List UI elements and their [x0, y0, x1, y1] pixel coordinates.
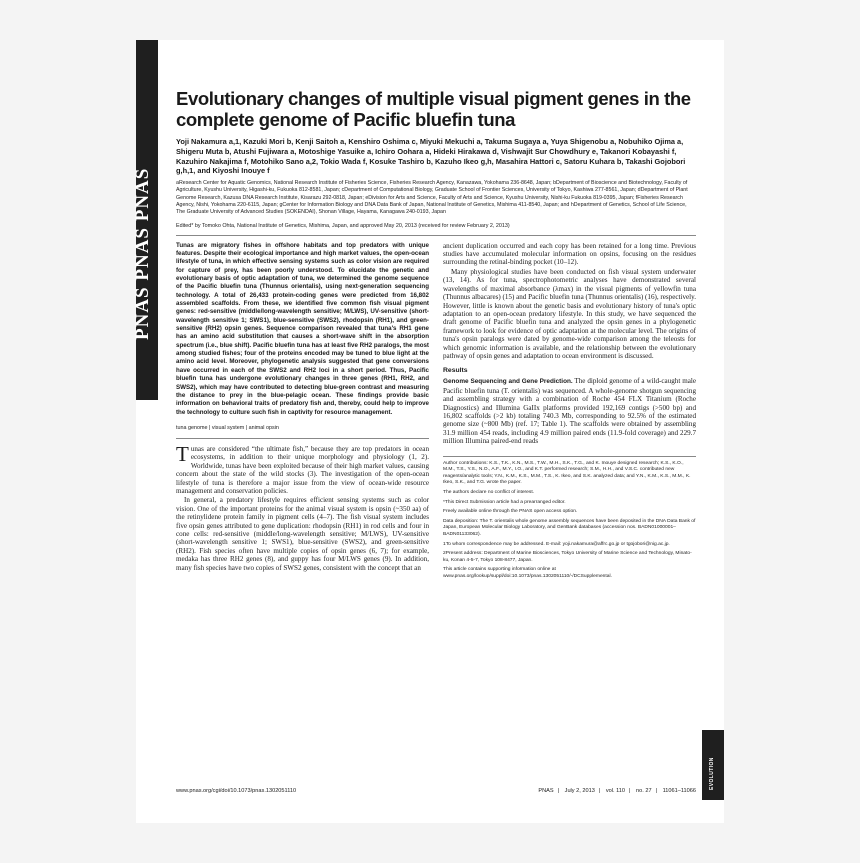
note-correspondence: 1To whom correspondence may be addressed. E-mail: yoji.nakamura@affrc.go.jp or tgojobori@nig.ac.jp. — [443, 541, 670, 547]
article-content — [176, 88, 696, 584]
results-paragraph-1-text: The diploid genome of a wild-caught male Pacific bluefin tuna (T. orientalis) was sequenced. A whole-genome shotgun sequencing and assembling strategy with a combination of Roche 454 FLX Titanium (Roche Diagnostics) and Illumina GaIIx platforms provided 192,169 contigs (>500 bp) and 16,802 scaffolds (>2 kb) totaling 740.3 Mb, corresponding to 92.5% of the estimated genome size (~800 Mb) (ref. 17; Table 1). The scaffolds were obtained by assembling 31.9 million 454 reads, including 4.9 million paired ends (11.9-fold coverage) and 229.7 million Illumina paired-end reads — [443, 377, 696, 446]
section-tab-label: EVOLUTION — [709, 757, 715, 790]
footer-pages: 11061–11066 — [662, 788, 696, 794]
right-paragraph-2: Many physiological studies have been conducted on fish visual system underwater (13, 14). As for tuna, spectrophotometric analyses have demonstrated several wavelengths of maximal absorbance (λmax) in the visual pigments of yellowfin tuna (Thunnus albacares) (15) and Pacific bluefin tuna (Thunnus orientalis) (16), respectively. However, little is known about the genetic basis and evolutionary history of tuna's optic adaptation to an open-ocean predatory lifestyle. In this study, we have sequenced the draft genome of Pacific bluefin tuna and analyzed the opsin genes in a phylogenetic framework to look for evidence of optic adaptation at the molecular level. The origins of tuna's opsin paralogs were dated by genome-wide comparison among the teleosts for which genomic information is available, and the relationship between the evolutionary pathway of opsin genes and adaptation to ocean environment is discussed. — [443, 267, 696, 360]
right-paragraph-1: ancient duplication occurred and each copy has been retained for a long time. Previous studies have accumulated molecular information on opsins, focusing on the residues surrounding the retinal-binding pocket (10–12). — [443, 241, 696, 267]
note-data-deposition: Data deposition: The T. orientalis whole genome assembly sequences have been deposited in the DNA Data Bank of Japan, European Molecular Biology Laboratory, and GenBank databases (accession nos. BADN01000001–BADN01133062). — [443, 518, 696, 537]
section-tab — [702, 730, 724, 800]
note-conflict: The authors declare no conflict of interest. — [443, 489, 535, 495]
footnotes — [443, 456, 696, 581]
left-column — [176, 242, 429, 584]
footer-volume: vol. 110 — [605, 788, 626, 794]
intro-paragraph-2: In general, a predatory lifestyle requires efficient sensing systems such as color vision. One of the important proteins for the animal visual system is opsin (~350 aa) of the retinylidene protein family in pigment cells (4–7). The fish visual system includes five opsin genes attributed to gene duplication: rhodopsin (RH1) in rod cells and four in cone cells: red-sensitive (middle/long-wavelength sensitive; M/LWS), UV-sensitive (short-wavelength sensitive 1; SWS1), blue-sensitive (SWS2), and green-sensitive (RH2). Fish species often have multiple copies of opsin genes (6, 7); for example, medaka has three RH2 genes (8), and guppy has four M/LWS genes (9). In addition, many fish species have two copies of SWS2 genes, consistent with the concept that an — [176, 496, 429, 572]
author-list: Yoji Nakamura a,1, Kazuki Mori b, Kenji Saitoh a, Kenshiro Oshima c, Miyuki Mekuchi a, Takuma Sugaya a, Yuya Shigenobu a, Nobuhiko Ojima a, Shigeru Muta b, Atushi Fujiwara a, Motoshige Yasuike a, Ichiro Oohara a, Hideki Hirakawa d, Vishwajit Sur Chowdhury e, Takanori Kobayashi f, Kazuhiro Nakajima f, Motohiko Sano a,2, Tokio Wada f, Kosuke Tashiro b, Kazuho Ikeo g,h, Masahira Hattori c, Satoru Kuhara b, Takashi Gojobori g,h,1, and Kiyoshi Inouye f — [176, 137, 686, 176]
runin-heading: Genome Sequencing and Gene Prediction. — [443, 378, 573, 386]
footer-citation: PNAS | July 2, 2013 | vol. 110 | no. 27 | 11061–11066 — [538, 788, 696, 794]
note-contributions: Author contributions: K.S., T.K., K.N., M.S., T.W., M.H., S.K., T.G., and K. Inouye designed research; K.S., K.O., M.M., T.S., Y.S., N.O., A.F., M.Y., I.O., and K.T. performed research; S.M., H.H., and V.S.C. contributed new reagents/analytic tools; Y.N., K.M., K.S., M.M., T.S., K. Ikeo, and S.K. analyzed data; and Y.N., K.M., K.S., M.M., K. Ikeo, S.K., and T.G. wrote the paper. — [443, 460, 691, 486]
note-direct-submission: *This Direct Submission article had a prearranged editor. — [443, 499, 566, 505]
journal-side-bar — [132, 40, 158, 400]
note-supporting-info: This article contains supporting information online at www.pnas.org/lookup/suppl/doi:10.1073/pnas.1302051110/-/DCSupplemental. — [443, 567, 612, 579]
page-footer — [176, 788, 696, 794]
right-column — [443, 242, 696, 584]
two-column-body — [176, 242, 696, 584]
drop-cap: T — [176, 441, 189, 466]
intro-paragraph-1 — [176, 441, 429, 495]
paper-page — [132, 40, 724, 823]
footer-date: July 2, 2013 — [564, 788, 595, 794]
footer-doi: www.pnas.org/cgi/doi/10.1073/pnas.1302051110 — [176, 788, 297, 794]
affiliations: aResearch Center for Aquatic Genomics, National Research Institute of Fisheries Science, Fisheries Research Agency, Kanazawa, Yokohama 236-8648, Japan; bDepartment of Bioscience and Biotechnology, Faculty of Agriculture, Kyushu University, Higashi-ku, Fukuoka 812-8581, Japan; cDepartment of Computational Biology, Graduate School of Frontier Sciences, University of Tokyo, Kashiwa 277-8561, Japan; dDepartment of Plant Genome Research, Kazusa DNA Research Institute, Kisarazu 292-0818, Japan; eDivision for Arts and Science, Faculty of Arts and Science, Kyushu University, Nishi-ku Fukuoka 819-0395, Japan; fFisheries Research Agency, Nishi, Yokohama 220-6115, Japan; gCenter for Information Biology and DNA Data Bank of Japan, National Institute of Genetics, Mishima 411-8540, Japan; and hDepartment of Genetics, School of Life Science, The Graduate University of Advanced Studies (SOKENDAI), Shonan Village, Hayama, Kanagawa 240-0193, Japan — [176, 180, 688, 216]
abstract: Tunas are migratory fishes in offshore habitats and top predators with unique features. Despite their ecological importance and high market values, the open-ocean lifestyle of tuna, in which effective sensing systems such as color vision are required for capture of prey, has been poorly understood. To elucidate the genetic and evolutionary basis of optic adaptation of tuna, we determined the genome sequence of the Pacific bluefin tuna (Thunnus orientalis), using next-generation sequencing technology. A total of 26,433 protein-coding genes were predicted from 16,802 assembled scaffolds. From these, we identified five common fish visual pigment genes: red-sensitive (middle/long-wavelength sensitive; M/LWS), UV-sensitive (short-wavelength sensitive 1; SWS1), blue-sensitive (SWS2), rhodopsin (RH1), and green-sensitive (RH2) opsin genes. Sequence comparison revealed that tuna's RH1 gene has an amino acid substitution that causes a short-wave shift in the absorption spectrum (i.e., blue shift). Pacific bluefin tuna has at least five RH2 paralogs, the most among studied fishes; four of the proteins encoded may be tuned to blue light at the amino acid level. Moreover, phylogenetic analysis suggested that gene conversions have occurred in each of the SWS2 and RH2 loci in a short period. Thus, Pacific bluefin tuna has undergone evolutionary changes in three genes (RH1, RH2, and SWS2), which may have contributed to detecting blue-green contrast and measuring the distance to prey in the blue-pelagic ocean. These findings provide basic information on behavioral traits of predatory fish and, thereby, could help to improve the technology to culture such fish in captivity for resource management. — [176, 241, 429, 416]
edited-by-line: Edited* by Tomoko Ohta, National Institute of Genetics, Mishima, Japan, and approved May 20, 2013 (received for review February 2, 2013) — [176, 223, 696, 236]
intro-paragraph-1-text: unas are considered “the ultimate fish,” because they are top predators in ocean ecosystems, in addition to their unique morphology and physiology (1, 2). Worldwide, tunas have been exploited because of their high market values, causing concern about the state of the wild stocks (3). The investigation of the open-ocean lifestyle of tuna is therefore a major issue from the view of ocean-wide resource management and conservation policies. — [176, 444, 429, 495]
note-present-address: 2Present address: Department of Marine Biosciences, Tokyo University of Marine Science and Technology, Minato-ku, Konan 4-5-7, Tokyo 108-8477, Japan. — [443, 551, 692, 563]
journal-side-label: PNAS PNAS PNAS — [132, 167, 153, 340]
article-title: Evolutionary changes of multiple visual pigment genes in the complete genome of Pacific bluefin tuna — [176, 88, 691, 130]
keywords: tuna genome | visual system | animal opsin — [176, 425, 429, 439]
footer-issue: no. 27 — [636, 788, 652, 794]
results-heading: Results — [443, 367, 468, 375]
results-paragraph-1 — [443, 377, 696, 445]
footer-journal: PNAS — [538, 788, 554, 794]
note-open-access: Freely available online through the PNAS open access option. — [443, 509, 578, 515]
